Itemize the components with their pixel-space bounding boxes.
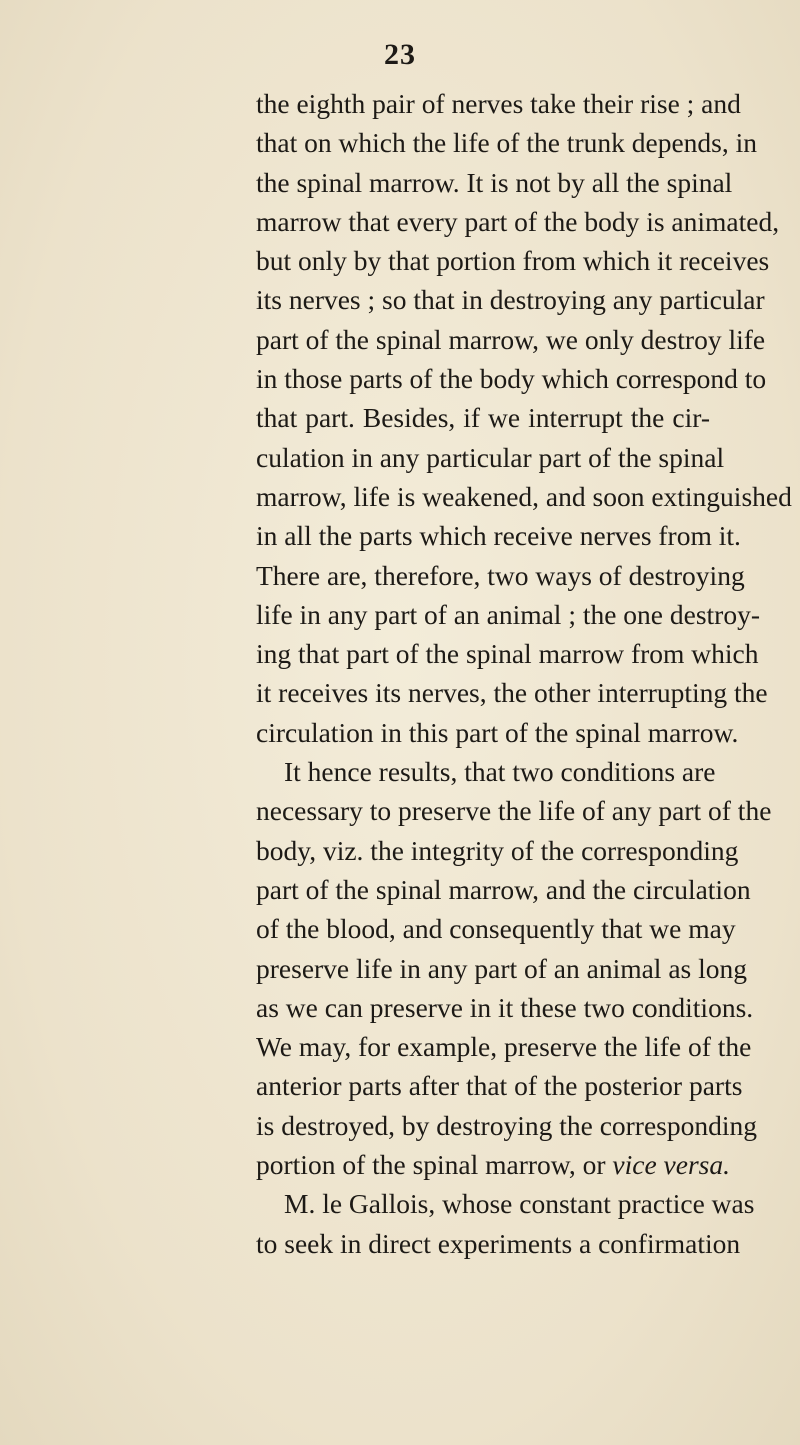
text-line: to seek in direct experiments a confirmation (256, 1227, 741, 1259)
text-line: anterior parts after that of the posterior parts (256, 1070, 743, 1102)
italic-phrase: vice versa. (612, 1149, 730, 1181)
text-line: it receives its nerves, the other interrupting the (256, 677, 768, 709)
text-line: life in any part of an animal ; the one destroy- (256, 598, 760, 630)
text-line: but only by that portion from which it receives (256, 245, 770, 277)
text-line: the spinal marrow. It is not by all the spinal (256, 166, 733, 198)
text-line: There are, therefore, two ways of destroying (256, 559, 745, 591)
text-line-with-italic (256, 1145, 730, 1184)
text-line: that on which the life of the trunk depends, in (256, 127, 757, 159)
text-line: in all the parts which receive nerves from it. (256, 520, 741, 552)
text-line: circulation in this part of the spinal marrow. (256, 716, 739, 748)
text-line: marrow, life is weakened, and soon extinguished (256, 480, 792, 512)
body-text (256, 84, 792, 1263)
text-line: culation in any particular part of the spinal (256, 441, 725, 473)
text-line: preserve life in any part of an animal as long (256, 952, 747, 984)
text-line: is destroyed, by destroying the corresponding (256, 1109, 758, 1141)
text-line: its nerves ; so that in destroying any particular (256, 284, 765, 316)
text-line: the eighth pair of nerves take their rise ; and (256, 88, 741, 119)
text-line: part of the spinal marrow, we only destroy life (256, 323, 766, 355)
text-line: of the blood, and consequently that we may (256, 913, 736, 945)
text-line: in those parts of the body which correspond to (256, 363, 767, 395)
paragraph-start-line: It hence results, that two conditions are (284, 756, 716, 788)
text-line: We may, for example, preserve the life of the (256, 1031, 752, 1063)
paragraph-start-line: M. le Gallois, whose constant practice was (284, 1188, 755, 1220)
text-line: that part. Besides, if we interrupt the cir- (256, 402, 710, 434)
text-line: body, viz. the integrity of the corresponding (256, 834, 739, 866)
text-line: necessary to preserve the life of any part of the (256, 795, 772, 827)
page-number: 23 (384, 38, 416, 71)
text-line: part of the spinal marrow, and the circulation (256, 873, 751, 905)
text-line: ing that part of the spinal marrow from which (256, 638, 759, 670)
text-line: marrow that every part of the body is animated, (256, 205, 780, 237)
text-span: portion of the spinal marrow, or (256, 1149, 606, 1181)
text-line: as we can preserve in it these two conditions. (256, 991, 754, 1023)
